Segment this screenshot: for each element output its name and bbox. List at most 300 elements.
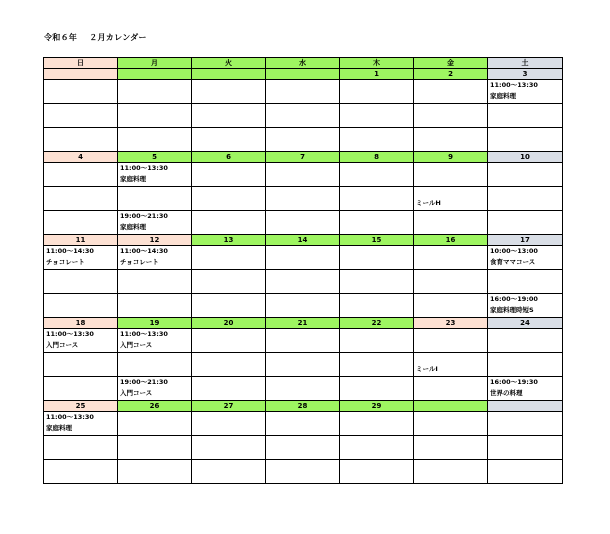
date-cell: 8 bbox=[340, 152, 414, 163]
event-cell bbox=[192, 460, 266, 484]
date-cell bbox=[118, 69, 192, 80]
slot-row bbox=[44, 294, 563, 318]
event-title: ミールH bbox=[416, 199, 441, 207]
event-time bbox=[340, 270, 413, 281]
event-time bbox=[44, 460, 117, 471]
event-cell bbox=[118, 163, 192, 187]
event-time bbox=[118, 353, 191, 364]
event-title bbox=[44, 115, 117, 126]
date-cell: 2 bbox=[414, 69, 488, 80]
event-title bbox=[488, 281, 562, 292]
event-cell bbox=[266, 163, 340, 187]
event-cell bbox=[192, 294, 266, 318]
date-cell: 14 bbox=[266, 235, 340, 246]
event-cell bbox=[488, 246, 563, 270]
event-cell bbox=[488, 436, 563, 460]
event-title bbox=[414, 115, 487, 126]
event-title bbox=[266, 447, 339, 458]
event-cell bbox=[118, 412, 192, 436]
event-cell bbox=[488, 377, 563, 401]
event-cell bbox=[488, 80, 563, 104]
date-row bbox=[44, 401, 563, 412]
event-title bbox=[266, 198, 339, 209]
event-title bbox=[118, 471, 191, 482]
event-time bbox=[44, 163, 117, 174]
event-cell bbox=[340, 104, 414, 128]
event-cell bbox=[44, 80, 118, 104]
event-title bbox=[44, 139, 117, 150]
slot-row bbox=[44, 104, 563, 128]
event-cell bbox=[414, 128, 488, 152]
event-cell bbox=[192, 270, 266, 294]
event-cell bbox=[118, 246, 192, 270]
slot-row bbox=[44, 163, 563, 187]
event-title bbox=[118, 91, 191, 102]
event-cell bbox=[192, 329, 266, 353]
event-title bbox=[414, 471, 487, 482]
event-time bbox=[44, 187, 117, 198]
date-cell: 27 bbox=[192, 401, 266, 412]
event-time: 16:00～19:30 bbox=[490, 378, 538, 386]
event-time bbox=[192, 329, 265, 340]
event-title bbox=[414, 174, 487, 185]
event-cell bbox=[44, 412, 118, 436]
event-title: 食育ママコース bbox=[490, 258, 536, 266]
event-title bbox=[340, 139, 413, 150]
date-cell: 9 bbox=[414, 152, 488, 163]
slot-row bbox=[44, 377, 563, 401]
event-title: 家庭料理時短S bbox=[490, 306, 534, 314]
event-time bbox=[488, 187, 562, 198]
date-cell: 15 bbox=[340, 235, 414, 246]
event-time: 11:00～13:30 bbox=[46, 413, 94, 421]
event-title bbox=[266, 174, 339, 185]
slot-row bbox=[44, 128, 563, 152]
event-title bbox=[192, 139, 265, 150]
event-cell bbox=[266, 412, 340, 436]
event-time bbox=[414, 460, 487, 471]
event-cell bbox=[414, 163, 488, 187]
event-title bbox=[340, 115, 413, 126]
slot-row bbox=[44, 436, 563, 460]
event-title bbox=[118, 305, 191, 316]
event-time bbox=[414, 436, 487, 447]
event-title bbox=[266, 222, 339, 233]
weekday-wed: 水 bbox=[266, 58, 340, 69]
event-title bbox=[118, 198, 191, 209]
event-cell bbox=[192, 377, 266, 401]
event-time bbox=[340, 128, 413, 139]
event-cell bbox=[44, 329, 118, 353]
event-time bbox=[266, 163, 339, 174]
event-cell bbox=[414, 412, 488, 436]
event-title bbox=[44, 364, 117, 375]
event-time: 19:00～21:30 bbox=[120, 378, 168, 386]
event-time bbox=[488, 329, 562, 340]
event-time bbox=[414, 187, 487, 198]
event-title bbox=[192, 281, 265, 292]
event-cell bbox=[266, 80, 340, 104]
event-time: 11:00～13:30 bbox=[120, 164, 168, 172]
event-cell bbox=[192, 187, 266, 211]
event-title bbox=[340, 222, 413, 233]
event-cell bbox=[266, 270, 340, 294]
event-time bbox=[340, 353, 413, 364]
event-time: 11:00～14:30 bbox=[120, 247, 168, 255]
event-title bbox=[340, 281, 413, 292]
event-cell bbox=[414, 377, 488, 401]
event-time bbox=[488, 211, 562, 222]
event-title bbox=[192, 222, 265, 233]
event-time bbox=[118, 128, 191, 139]
event-time bbox=[44, 104, 117, 115]
event-title bbox=[266, 340, 339, 351]
event-time bbox=[192, 377, 265, 388]
event-cell bbox=[488, 128, 563, 152]
slot-row bbox=[44, 353, 563, 377]
event-cell bbox=[340, 436, 414, 460]
event-cell bbox=[266, 436, 340, 460]
event-title bbox=[44, 281, 117, 292]
event-cell bbox=[44, 128, 118, 152]
event-time bbox=[266, 211, 339, 222]
event-title bbox=[44, 471, 117, 482]
event-cell bbox=[340, 270, 414, 294]
date-cell: 29 bbox=[340, 401, 414, 412]
event-title bbox=[44, 198, 117, 209]
event-cell bbox=[488, 163, 563, 187]
event-time bbox=[414, 329, 487, 340]
event-cell bbox=[266, 128, 340, 152]
event-title bbox=[118, 447, 191, 458]
event-time bbox=[266, 329, 339, 340]
event-cell bbox=[44, 163, 118, 187]
event-title bbox=[44, 305, 117, 316]
date-cell: 16 bbox=[414, 235, 488, 246]
event-cell bbox=[266, 329, 340, 353]
event-title bbox=[266, 423, 339, 434]
event-cell bbox=[414, 294, 488, 318]
event-cell bbox=[340, 187, 414, 211]
event-title bbox=[488, 423, 562, 434]
event-time: 11:00～13:30 bbox=[46, 330, 94, 338]
event-time bbox=[488, 128, 562, 139]
date-cell: 19 bbox=[118, 318, 192, 329]
event-cell bbox=[340, 412, 414, 436]
date-cell: 13 bbox=[192, 235, 266, 246]
event-cell bbox=[44, 353, 118, 377]
event-time bbox=[44, 80, 117, 91]
event-cell bbox=[414, 460, 488, 484]
event-title: ミールI bbox=[416, 365, 438, 373]
event-time bbox=[414, 80, 487, 91]
event-title: 入門コース bbox=[120, 341, 153, 349]
event-cell bbox=[266, 104, 340, 128]
event-title bbox=[340, 305, 413, 316]
weekday-sun: 日 bbox=[44, 58, 118, 69]
event-title bbox=[340, 423, 413, 434]
event-time bbox=[266, 80, 339, 91]
date-cell bbox=[488, 401, 563, 412]
event-title bbox=[192, 364, 265, 375]
event-cell bbox=[488, 104, 563, 128]
event-cell bbox=[488, 294, 563, 318]
event-time bbox=[414, 128, 487, 139]
date-cell: 21 bbox=[266, 318, 340, 329]
calendar-table bbox=[43, 57, 563, 484]
event-time bbox=[488, 163, 562, 174]
event-time bbox=[44, 270, 117, 281]
event-cell bbox=[192, 211, 266, 235]
date-cell bbox=[266, 69, 340, 80]
event-time: 19:00～21:30 bbox=[120, 212, 168, 220]
event-title: 家庭料理 bbox=[120, 175, 146, 183]
event-time bbox=[488, 436, 562, 447]
event-time bbox=[340, 211, 413, 222]
event-cell bbox=[340, 460, 414, 484]
date-cell: 5 bbox=[118, 152, 192, 163]
event-title bbox=[488, 340, 562, 351]
slot-row bbox=[44, 412, 563, 436]
date-cell: 20 bbox=[192, 318, 266, 329]
event-time bbox=[192, 128, 265, 139]
event-cell bbox=[192, 163, 266, 187]
event-cell bbox=[266, 353, 340, 377]
event-time bbox=[340, 187, 413, 198]
event-title bbox=[340, 198, 413, 209]
event-title bbox=[266, 471, 339, 482]
title-era: 令和６年 bbox=[44, 33, 78, 42]
event-title bbox=[414, 447, 487, 458]
event-title bbox=[118, 423, 191, 434]
event-time bbox=[118, 104, 191, 115]
event-time bbox=[340, 460, 413, 471]
event-time bbox=[118, 460, 191, 471]
date-cell: 7 bbox=[266, 152, 340, 163]
event-title bbox=[414, 340, 487, 351]
event-time bbox=[488, 412, 562, 423]
event-cell bbox=[44, 104, 118, 128]
date-cell: 6 bbox=[192, 152, 266, 163]
event-title bbox=[44, 388, 117, 399]
calendar-body bbox=[44, 58, 563, 484]
event-title bbox=[44, 222, 117, 233]
event-title bbox=[192, 423, 265, 434]
event-cell bbox=[118, 377, 192, 401]
event-time bbox=[192, 460, 265, 471]
event-time bbox=[488, 104, 562, 115]
event-cell bbox=[414, 270, 488, 294]
event-cell bbox=[192, 80, 266, 104]
title-month: ２月カレンダー bbox=[89, 33, 147, 42]
event-cell bbox=[118, 128, 192, 152]
event-time bbox=[266, 353, 339, 364]
event-cell bbox=[44, 436, 118, 460]
event-time bbox=[192, 436, 265, 447]
event-time bbox=[44, 353, 117, 364]
event-title: 入門コース bbox=[46, 341, 79, 349]
event-time bbox=[266, 104, 339, 115]
event-time bbox=[414, 211, 487, 222]
event-time bbox=[414, 270, 487, 281]
date-cell: 1 bbox=[340, 69, 414, 80]
event-time bbox=[414, 353, 487, 364]
event-title bbox=[192, 471, 265, 482]
date-cell: 11 bbox=[44, 235, 118, 246]
slot-row bbox=[44, 329, 563, 353]
event-title bbox=[414, 139, 487, 150]
event-time bbox=[488, 270, 562, 281]
slot-row bbox=[44, 187, 563, 211]
event-title bbox=[192, 174, 265, 185]
event-title bbox=[414, 388, 487, 399]
event-title bbox=[414, 281, 487, 292]
event-title bbox=[340, 364, 413, 375]
slot-row bbox=[44, 460, 563, 484]
event-cell bbox=[192, 104, 266, 128]
event-time bbox=[44, 294, 117, 305]
event-cell bbox=[44, 460, 118, 484]
event-cell bbox=[488, 460, 563, 484]
event-time bbox=[118, 270, 191, 281]
event-time bbox=[192, 80, 265, 91]
event-time bbox=[266, 412, 339, 423]
event-time bbox=[414, 294, 487, 305]
event-cell bbox=[44, 294, 118, 318]
event-title: チョコレート bbox=[120, 258, 159, 266]
event-time bbox=[44, 128, 117, 139]
event-cell bbox=[118, 211, 192, 235]
event-time bbox=[192, 412, 265, 423]
event-title bbox=[266, 91, 339, 102]
event-time bbox=[192, 104, 265, 115]
event-title bbox=[414, 91, 487, 102]
event-time bbox=[44, 377, 117, 388]
event-cell bbox=[266, 187, 340, 211]
event-title bbox=[192, 198, 265, 209]
event-title bbox=[266, 305, 339, 316]
event-time bbox=[192, 163, 265, 174]
event-title bbox=[192, 447, 265, 458]
event-title bbox=[414, 423, 487, 434]
event-title bbox=[414, 222, 487, 233]
event-title bbox=[266, 364, 339, 375]
event-time: 16:00～19:00 bbox=[490, 295, 538, 303]
slot-row bbox=[44, 80, 563, 104]
event-time: 11:00～14:30 bbox=[46, 247, 94, 255]
event-time bbox=[118, 187, 191, 198]
event-title bbox=[192, 257, 265, 268]
event-time bbox=[340, 246, 413, 257]
event-time bbox=[488, 460, 562, 471]
event-title bbox=[488, 115, 562, 126]
event-title bbox=[488, 198, 562, 209]
event-cell bbox=[340, 294, 414, 318]
event-cell bbox=[340, 329, 414, 353]
event-time bbox=[192, 294, 265, 305]
event-cell bbox=[118, 329, 192, 353]
event-title bbox=[118, 364, 191, 375]
event-time bbox=[340, 163, 413, 174]
event-title: 入門コース bbox=[120, 389, 153, 397]
event-title bbox=[44, 447, 117, 458]
event-title bbox=[340, 471, 413, 482]
event-title bbox=[44, 91, 117, 102]
event-cell bbox=[488, 412, 563, 436]
event-title bbox=[266, 257, 339, 268]
event-time bbox=[340, 412, 413, 423]
event-time bbox=[44, 211, 117, 222]
event-time bbox=[266, 377, 339, 388]
date-cell: 12 bbox=[118, 235, 192, 246]
event-time bbox=[266, 246, 339, 257]
date-cell: 28 bbox=[266, 401, 340, 412]
event-cell bbox=[266, 377, 340, 401]
event-cell bbox=[118, 80, 192, 104]
date-cell: 17 bbox=[488, 235, 563, 246]
weekday-tue: 火 bbox=[192, 58, 266, 69]
event-title bbox=[340, 174, 413, 185]
event-title bbox=[266, 115, 339, 126]
event-time bbox=[266, 270, 339, 281]
event-cell bbox=[414, 104, 488, 128]
event-title: チョコレート bbox=[46, 258, 85, 266]
event-cell bbox=[192, 412, 266, 436]
event-title bbox=[266, 139, 339, 150]
event-cell bbox=[340, 80, 414, 104]
event-time bbox=[118, 412, 191, 423]
event-cell bbox=[44, 187, 118, 211]
event-title bbox=[414, 257, 487, 268]
event-cell bbox=[192, 128, 266, 152]
weekday-fri: 金 bbox=[414, 58, 488, 69]
date-row bbox=[44, 318, 563, 329]
date-cell: 3 bbox=[488, 69, 563, 80]
event-cell bbox=[192, 353, 266, 377]
event-title bbox=[340, 257, 413, 268]
event-cell bbox=[118, 294, 192, 318]
date-cell bbox=[414, 401, 488, 412]
event-cell bbox=[488, 211, 563, 235]
event-cell bbox=[414, 187, 488, 211]
event-time bbox=[340, 294, 413, 305]
event-time bbox=[118, 436, 191, 447]
event-cell bbox=[340, 128, 414, 152]
event-title bbox=[192, 115, 265, 126]
event-time bbox=[118, 80, 191, 91]
event-time bbox=[266, 128, 339, 139]
event-title bbox=[118, 281, 191, 292]
event-title: 家庭料理 bbox=[46, 424, 72, 432]
date-cell: 23 bbox=[414, 318, 488, 329]
event-cell bbox=[118, 460, 192, 484]
event-time bbox=[340, 377, 413, 388]
event-time bbox=[266, 460, 339, 471]
event-cell bbox=[44, 270, 118, 294]
event-cell bbox=[44, 377, 118, 401]
event-title bbox=[488, 139, 562, 150]
event-title bbox=[118, 139, 191, 150]
page-title bbox=[44, 32, 147, 43]
event-time bbox=[192, 353, 265, 364]
event-time bbox=[488, 353, 562, 364]
event-cell bbox=[44, 246, 118, 270]
date-cell: 26 bbox=[118, 401, 192, 412]
date-row bbox=[44, 69, 563, 80]
event-cell bbox=[488, 270, 563, 294]
event-cell bbox=[266, 294, 340, 318]
event-cell bbox=[488, 329, 563, 353]
